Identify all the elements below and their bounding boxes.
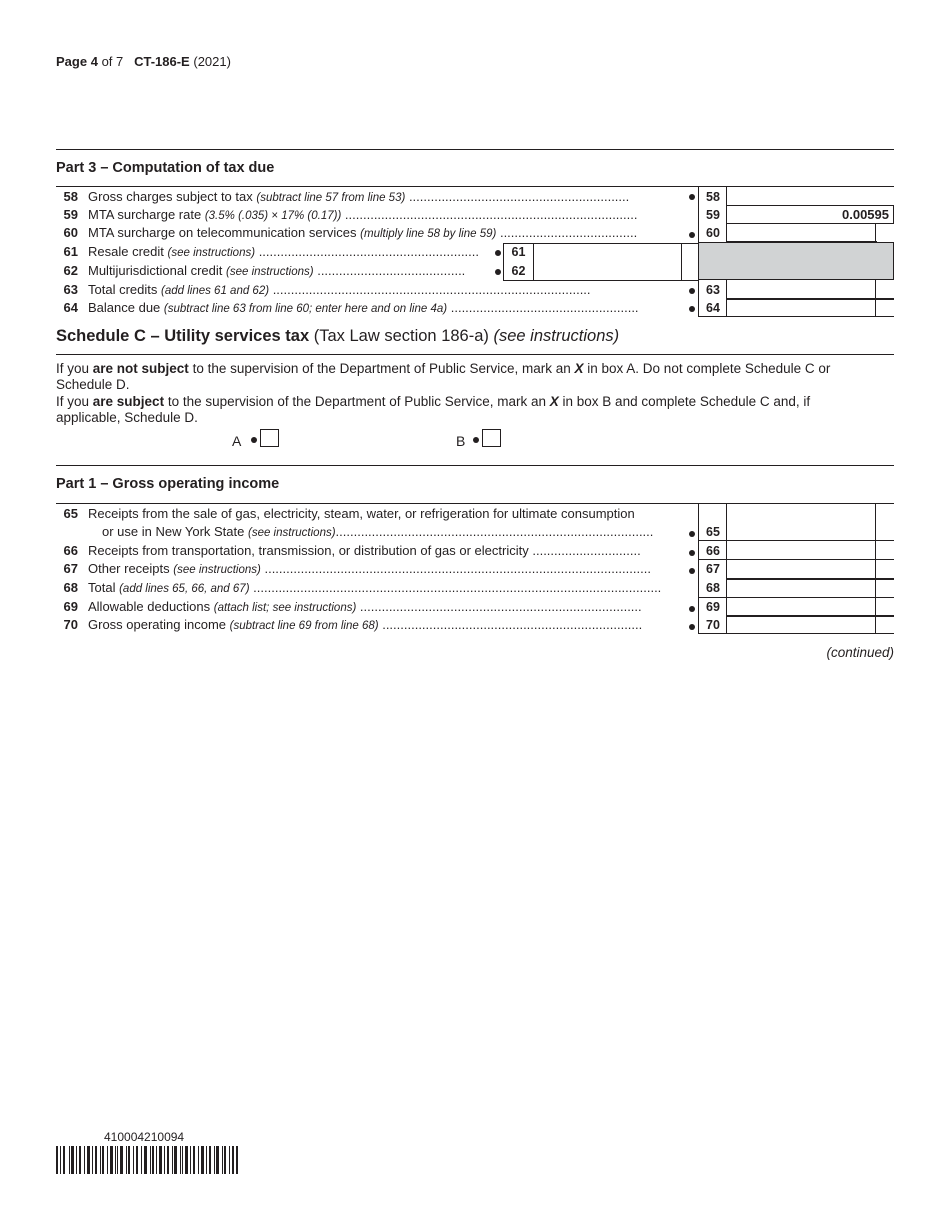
line-number-box: 67 [706, 562, 720, 576]
line-label: or use in New York State [102, 524, 245, 539]
bullet-icon [689, 550, 695, 556]
line-number-box: 69 [706, 600, 720, 614]
amount-field[interactable] [727, 598, 877, 615]
page-header [56, 54, 231, 69]
bullet-icon [689, 288, 695, 294]
box-a-checkbox[interactable] [260, 429, 279, 447]
line-number: 61 [63, 244, 78, 259]
amount-field[interactable] [727, 504, 877, 540]
box-b-checkbox[interactable] [482, 429, 501, 447]
schedule-see-instructions: (see instructions) [493, 327, 620, 345]
divider [56, 149, 894, 150]
line-number-box: 65 [706, 525, 720, 539]
line-number-box: 58 [706, 190, 720, 204]
line-hint: (subtract line 63 from line 60; enter here and on line 4a) [163, 303, 448, 315]
amount-field[interactable] [727, 616, 877, 633]
line-hint: (see instructions) [226, 266, 314, 278]
bullet-icon [689, 194, 695, 200]
page-label: Page [56, 54, 88, 69]
instruction-not-subject: If you are not subject to the supervision of the Department of Public Service, mark an X in box A. Do not complete Schedule C or Schedule D. [56, 361, 831, 392]
line-label: MTA surcharge on telecommunication services [88, 225, 357, 240]
bullet-icon [689, 624, 695, 630]
box-b-label: B [456, 433, 466, 449]
line-number: 64 [63, 300, 78, 315]
line-label: Gross operating income [88, 617, 227, 632]
line-67: 67 Other receipts (see instructions) ........................................................................................................... [56, 560, 696, 578]
resale-credit-input[interactable] [534, 244, 680, 261]
amount-field[interactable] [727, 187, 877, 206]
form-year: (2021) [193, 54, 231, 69]
bullet-icon [689, 306, 695, 312]
amount-field[interactable] [727, 241, 877, 242]
bullet-icon [689, 568, 695, 574]
instruction-subject: If you are subject to the supervision of the Department of Public Service, mark an X in box B and complete Schedule C and, if applicable, Schedule D. [56, 394, 811, 425]
line-number: 59 [63, 207, 78, 222]
barcode-number: 410004210094 [104, 1130, 185, 1144]
line-number: 58 [63, 189, 78, 204]
line-61: 61 Resale credit (see instructions) ............................................................. [56, 243, 506, 261]
line-number-box: 60 [706, 226, 720, 240]
amount-field[interactable] [727, 560, 877, 578]
continued-note: (continued) [826, 645, 894, 660]
line-number-box: 68 [706, 581, 720, 595]
line-label: Gross charges subject to tax [88, 189, 253, 204]
form-id: CT-186-E [134, 54, 190, 69]
bullet-icon [495, 269, 501, 275]
amount-field[interactable] [727, 541, 877, 559]
line-number: 63 [63, 282, 78, 297]
multijurisdictional-credit-input[interactable] [534, 262, 680, 280]
line-63: 63 Total credits (add lines 61 and 62) ........................................................................................ [56, 281, 696, 299]
line-number-box: 62 [511, 264, 526, 278]
line-70: 70 Gross operating income (subtract line 69 from line 68) ........................................................................ [56, 616, 696, 634]
schedule-title: Schedule C – Utility services tax [56, 327, 310, 345]
line-hint: (add lines 65, 66, and 67) [119, 583, 250, 595]
line-number-box: 66 [706, 544, 720, 558]
page-of: of 7 [101, 54, 124, 69]
bullet-icon [689, 606, 695, 612]
line-number: 68 [63, 580, 78, 595]
line-58: 58 Gross charges subject to tax (subtract line 57 from line 53) ............................................................. [56, 188, 696, 206]
mta-rate-value: 0.00595 [727, 205, 894, 224]
line-60: 60 MTA surcharge on telecommunication services (multiply line 58 by line 59) ...................................... [56, 224, 696, 242]
line-hint: (add lines 61 and 62) [161, 285, 270, 297]
line-label: Multijurisdictional credit [88, 263, 223, 278]
line-number: 60 [63, 225, 78, 240]
schedule-c-title [56, 327, 619, 346]
line-label: Resale credit [88, 244, 164, 259]
line-69: 69 Allowable deductions (attach list; see instructions) .............................................................................. [56, 598, 696, 616]
line-66: 66 Receipts from transportation, transmission, or distribution of gas or electricity .............................. [56, 542, 696, 560]
line-number-box: 70 [706, 618, 720, 632]
line-64: 64 Balance due (subtract line 63 from line 60; enter here and on line 4a) .................................................... [56, 299, 696, 317]
line-label: Allowable deductions [88, 599, 211, 614]
line-hint: (subtract line 69 from line 68) [229, 620, 379, 632]
line-65-cont: or use in New York State (see instructions)........................................................................................ [56, 523, 696, 541]
part1-title: Part 1 – Gross operating income [56, 476, 280, 492]
line-hint: (3.5% (.035) × 17% (0.17)) [204, 210, 342, 222]
line-number: 70 [63, 617, 78, 632]
bullet-icon [689, 531, 695, 537]
line-hint: (multiply line 58 by line 59) [360, 228, 497, 240]
bullet-icon [473, 437, 479, 443]
line-number-box: 63 [706, 283, 720, 297]
page-number: 4 [90, 54, 98, 69]
amount-field[interactable] [727, 298, 894, 300]
bullet-icon [495, 250, 501, 256]
schedule-law-ref: (Tax Law section 186-a) [313, 327, 489, 345]
box-a-label: A [232, 433, 242, 449]
line-number-box: 59 [706, 208, 720, 222]
line-label: MTA surcharge rate [88, 207, 202, 222]
line-hint: (see instructions) [247, 527, 336, 539]
line-number: 69 [63, 599, 78, 614]
line-label: Total [88, 580, 116, 595]
line-68: 68 Total (add lines 65, 66, and 67) ................................................................................................................. [56, 579, 696, 597]
line-hint: (see instructions) [167, 247, 256, 259]
line-label: Receipts from the sale of gas, electricity, steam, water, or refrigeration for ultimate consumption [88, 506, 635, 521]
line-label: Other receipts [88, 561, 170, 576]
line-number: 62 [63, 263, 78, 278]
part3-title: Part 3 – Computation of tax due [56, 160, 275, 176]
amount-field[interactable] [727, 580, 877, 596]
line-65 [56, 505, 696, 523]
divider [56, 465, 894, 466]
barcode-icon [56, 1146, 238, 1174]
line-label: Total credits [88, 282, 158, 297]
line-label: Receipts from transportation, transmission, or distribution of gas or electricity [88, 543, 529, 558]
bullet-icon [689, 232, 695, 238]
line-number-box: 61 [511, 245, 526, 259]
line-number: 66 [63, 543, 78, 558]
shaded-area [698, 242, 894, 280]
line-hint: (attach list; see instructions) [213, 602, 357, 614]
line-number-box: 64 [706, 301, 720, 315]
line-hint: (see instructions) [173, 564, 261, 576]
divider [56, 354, 894, 355]
line-number: 67 [63, 561, 78, 576]
bullet-icon [251, 437, 257, 443]
line-62: 62 Multijurisdictional credit (see instructions) ......................................... [56, 262, 506, 280]
line-label: Balance due [88, 300, 161, 315]
line-number: 65 [63, 506, 78, 521]
line-hint: (subtract line 57 from line 53) [256, 192, 406, 204]
line-59: 59 MTA surcharge rate (3.5% (.035) × 17% (0.17)) ................................................................................. [56, 206, 696, 224]
